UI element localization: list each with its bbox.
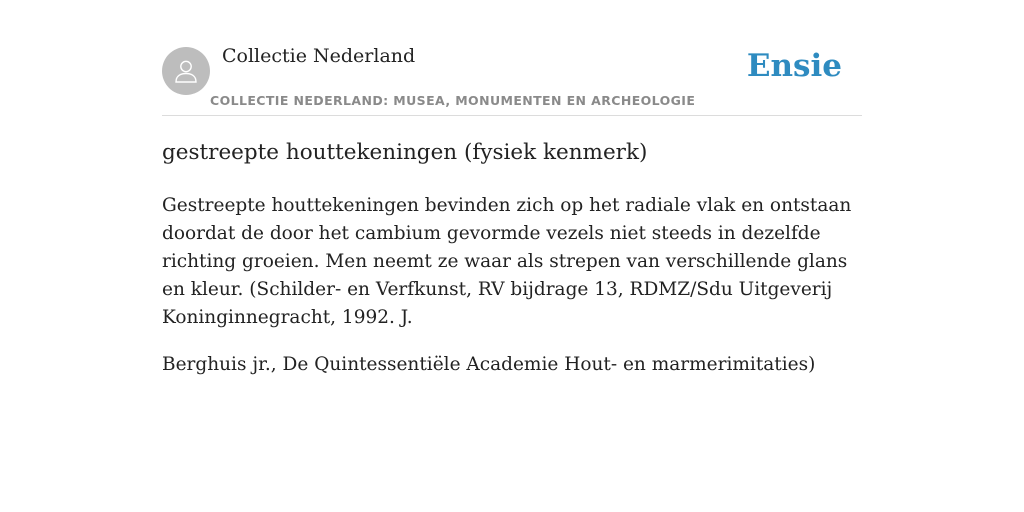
ensie-logo[interactable]: Ensie (746, 48, 842, 84)
article-title: gestreepte houttekeningen (fysiek kenmerk) (162, 140, 648, 165)
article-paragraph: Gestreepte houttekeningen bevinden zich op het radiale vlak en ontstaan doordat de door het cambium gevormde vezels niet steeds in dezelfde richting groeien. Men neemt ze waar als strepen van verschillende glans en kleur. (Schilder- en Verfkunst, RV bijdrage 13, RDMZ/Sdu Uitgeverij Koninginnegracht, 1992. J. (162, 195, 852, 328)
article-body (162, 192, 862, 398)
avatar[interactable] (162, 47, 210, 95)
article-paragraph: Berghuis jr., De Quintessentiële Academie Hout- en marmerimitaties) (162, 354, 816, 375)
collection-link[interactable]: COLLECTIE NEDERLAND: MUSEA, MONUMENTEN EN ARCHEOLOGIE (210, 93, 696, 108)
author-name[interactable]: Collectie Nederland (222, 45, 416, 67)
user-icon (172, 57, 200, 85)
article-container (162, 0, 862, 375)
article-header (162, 0, 862, 116)
